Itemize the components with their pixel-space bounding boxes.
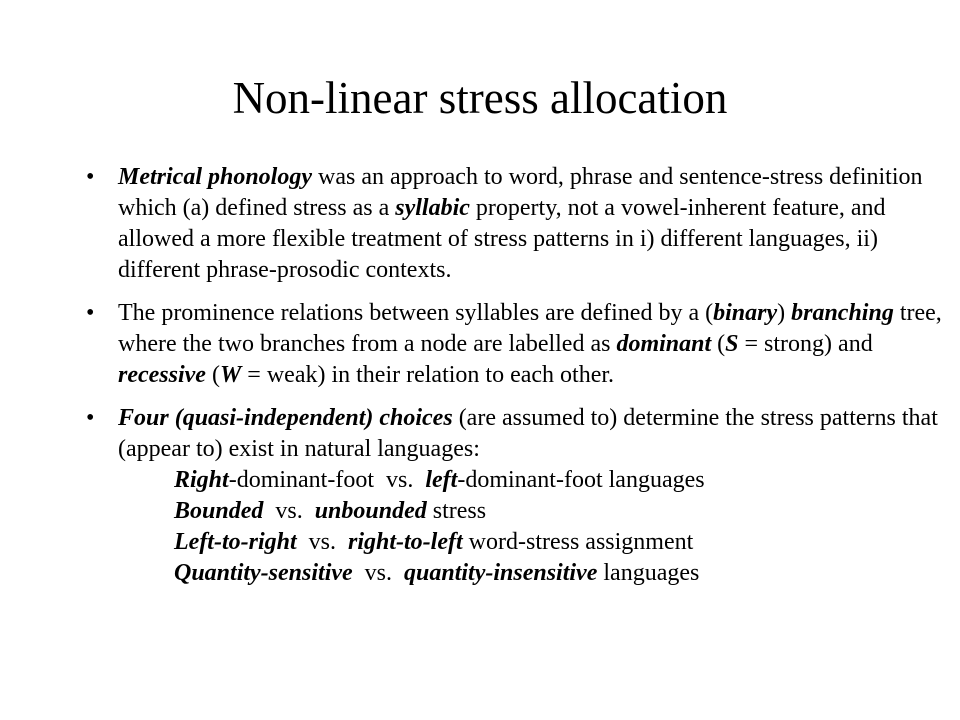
bullet-text: = strong) and bbox=[738, 331, 873, 357]
choice-term-a: Left-to-right bbox=[174, 529, 297, 555]
choice-term-b: unbounded bbox=[314, 498, 427, 524]
bullet-text: tree, where the two branches from a node are labelled as bbox=[118, 300, 942, 357]
bullet-text: ) bbox=[777, 300, 792, 326]
bullet-marker: • bbox=[86, 300, 95, 326]
choice-line bbox=[118, 558, 950, 589]
bullet-prominence-relations bbox=[0, 298, 960, 391]
choice-line bbox=[118, 496, 950, 527]
bullet-marker: • bbox=[86, 405, 95, 431]
choice-line bbox=[118, 527, 950, 558]
choice-text: word-stress assignment bbox=[462, 529, 694, 555]
choice-text: vs. bbox=[263, 498, 315, 524]
bullet-text: ( bbox=[205, 362, 220, 388]
choice-term-b: left bbox=[425, 467, 458, 493]
choice-line bbox=[118, 465, 950, 496]
bullet-marker: • bbox=[86, 164, 95, 190]
bullet-text: = weak) in their relation to each other. bbox=[241, 362, 615, 388]
choice-text: vs. bbox=[352, 560, 405, 586]
term-binary: binary bbox=[713, 300, 778, 326]
choice-text: vs. bbox=[296, 529, 348, 555]
choice-term-b: quantity-insensitive bbox=[404, 560, 598, 586]
choice-text: languages bbox=[597, 560, 700, 586]
term-four-choices: Four (quasi-independent) choices bbox=[118, 405, 453, 431]
bullet-text: property, not a vowel-inherent feature, and allowed a more flexible treatment of stress patterns in i) different languages, ii) different phrase-prosodic contexts. bbox=[118, 195, 886, 283]
bullet-four-choices bbox=[0, 403, 960, 589]
bullet-text: was an approach to word, phrase and sentence-stress definition which (a) defined stress as a bbox=[118, 164, 923, 221]
choice-text: stress bbox=[426, 498, 487, 524]
term-syllabic: syllabic bbox=[395, 195, 470, 221]
term-recessive: recessive bbox=[118, 362, 206, 388]
term-dominant: dominant bbox=[616, 331, 712, 357]
choice-term-a: Bounded bbox=[174, 498, 264, 524]
choice-term-b: right-to-left bbox=[348, 529, 463, 555]
bullet-text: (are assumed to) determine the stress patterns that (appear to) exist in natural languages: bbox=[118, 405, 938, 462]
choice-text: -dominant-foot languages bbox=[457, 467, 705, 493]
choice-term-a: Quantity-sensitive bbox=[174, 560, 353, 586]
bullet-text: The prominence relations between syllables are defined by a ( bbox=[118, 300, 714, 326]
bullet-metrical-phonology bbox=[0, 162, 960, 286]
choice-text: -dominant-foot vs. bbox=[228, 467, 426, 493]
slide-title: Non-linear stress allocation bbox=[232, 73, 728, 123]
term-w: W bbox=[219, 362, 242, 388]
term-metrical-phonology: Metrical phonology bbox=[118, 164, 313, 190]
bullet-text: ( bbox=[711, 331, 726, 357]
choice-term-a: Right bbox=[174, 467, 229, 493]
bullet-list bbox=[0, 162, 960, 589]
term-s: S bbox=[725, 331, 739, 357]
term-branching: branching bbox=[791, 300, 894, 326]
